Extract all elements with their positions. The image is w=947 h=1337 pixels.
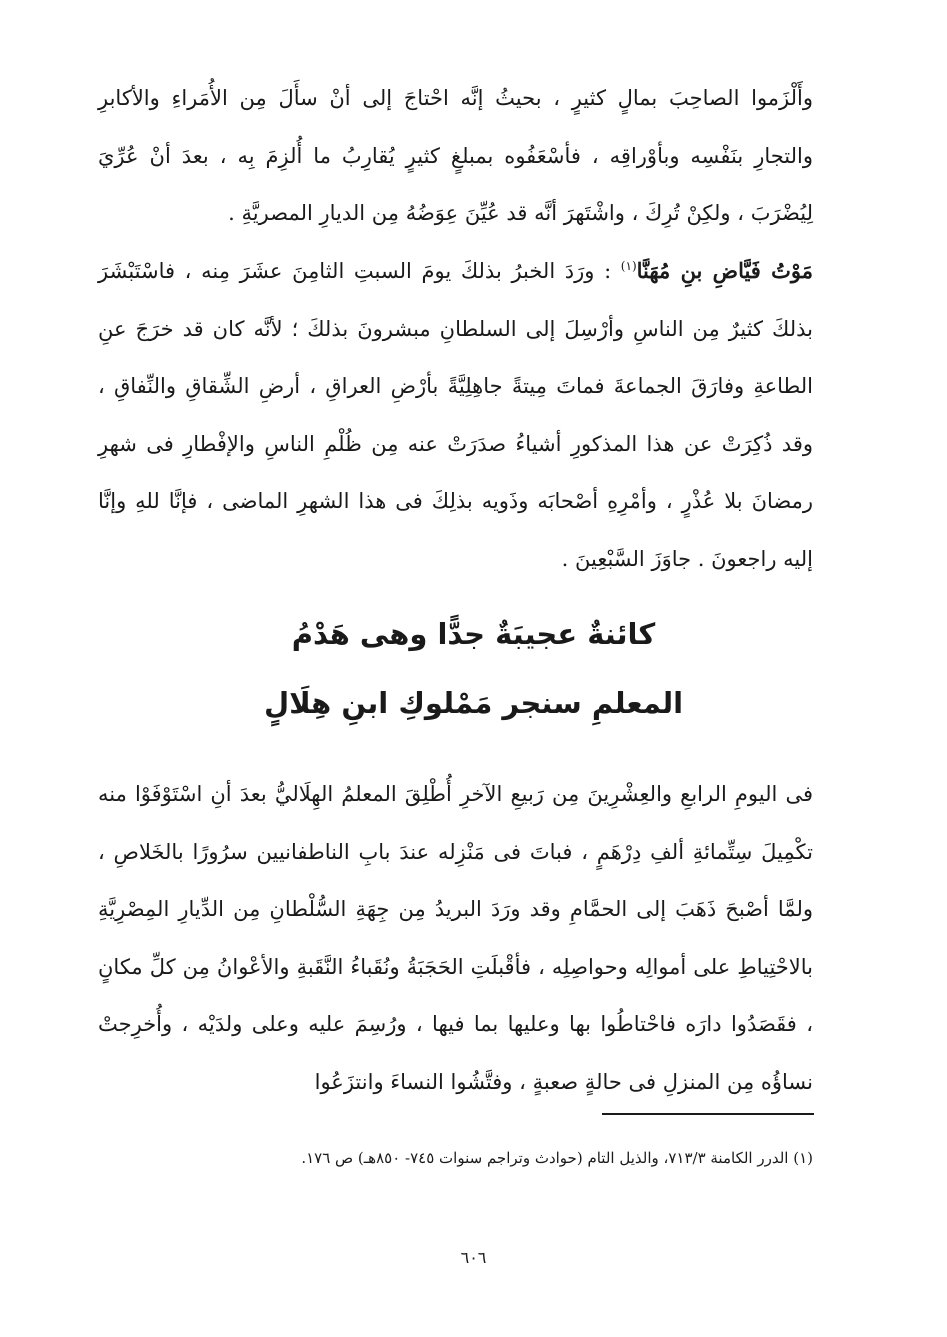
page-number: ٦٠٦: [460, 1248, 487, 1267]
footnote-divider: [602, 1113, 814, 1115]
paragraph-continuation: [98, 70, 813, 243]
section-heading-line-1: كائنةٌ عجيبَةٌ جدًّا وهى هَدْمُ: [291, 617, 656, 651]
footnote-reference[interactable]: (١): [620, 259, 637, 273]
paragraph-death-of-fayyad: [98, 242, 813, 588]
paragraph-text: : ورَدَ الخبرُ بذلكَ يومَ السبتِ الثامِنَ عشَرَ مِنه ، فاسْتَبْشَرَ بذلكَ كثيرٌ مِن الناسِ وأرْسِلَ إلى السلطانِ مبشرونَ بذلكَ ؛ لأنَّه كان قد خرَجَ عنِ الطاعةِ وفارَقَ الجماعةَ فماتَ مِيتةً جاهِلِيَّةً بأرْضِ العراقِ ، أرضِ الشِّقاقِ والنِّفاقِ ، وقد ذُكِرَتْ عن هذا المذكورِ أشياءُ صدَرَتْ عنه مِن ظُلْمِ الناسِ والإفْطارِ فى شهرِ رمضانَ بلا عُذْرٍ ، وأمْرِهِ أصْحابَه وذَويه بذلِكَ فى هذا الشهرِ الماضى ، فإنَّا للهِ وإنَّا إليه راجعونَ . جاوَزَ السَّبْعِينَ .: [98, 259, 813, 571]
footnote-text: (١) الدرر الكامنة ٧١٣/٣، والذيل التام (حوادث وتراجم سنوات ٧٤٥- ٨٥٠هـ) ص ١٧٦.: [301, 1149, 813, 1167]
paragraph-lead-title: مَوْتُ فَيَّاضِ بنِ مُهَنَّا: [636, 258, 813, 283]
section-heading-line-2: المعلمِ سنجر مَمْلوكِ ابنِ هِلَالٍ: [263, 686, 684, 720]
paragraph-section-body: [98, 766, 813, 1111]
paragraph-text: فى اليومِ الرابعِ والعِشْرِينَ مِن رَبيعِ الآخرِ أُطْلِقَ المعلمُ الهِلَاليُّ بعدَ أنِ اسْتَوْفَوْا منه تكْمِيلَ سِتِّمائةِ ألفِ دِرْهَمٍ ، فباتَ فى مَنْزِله عندَ بابِ الناطفانيين سرُورًا بالخَلاصِ ، ولمَّا أصْبحَ ذَهَبَ إلى الحمَّامِ وقد ورَدَ البريدُ مِن جِهَةِ السُّلْطانِ مِن الدِّيارِ المِصْرِيَّةِ بالاحْتِياطِ على أموالِه وحواصِلِه ، فأقْبلَتِ الحَجَبَةُ ونُقَباءُ النَّقَبةِ والأعْوانُ مِن كلِّ مكانٍ ، فقَصَدُوا دارَه فاحْتاطُوا بها وعليها بما فيها ، ورُسِمَ عليه وعلى ولدَيْه ، وأُخرِجتْ نساؤُه مِن المنزلِ فى حالةٍ صعبةٍ ، وفتَّشُوا النساءَ وانتزَعُوا: [98, 782, 813, 1094]
paragraph-text: وأَلْزَموا الصاحِبَ بمالٍ كثيرٍ ، بحيثُ إنَّه احْتاجَ إلى أنْ سأَلَ مِن الأُمَراءِ والأكابرِ والتجارِ بنَفْسِه وبأوْراقِه ، فأسْعَفُوه بمبلغٍ كثيرٍ يُقارِبُ ما أُلزِمَ بِه ، بعدَ أنْ عُرِّيَ لِيُضْرَبَ ، ولكِنْ تُرِكَ ، واشْتَهرَ أنَّه قد عُيِّنَ عِوَضُهُ مِن الديارِ المصريَّةِ .: [98, 86, 813, 225]
paragraph-body: [98, 242, 813, 588]
